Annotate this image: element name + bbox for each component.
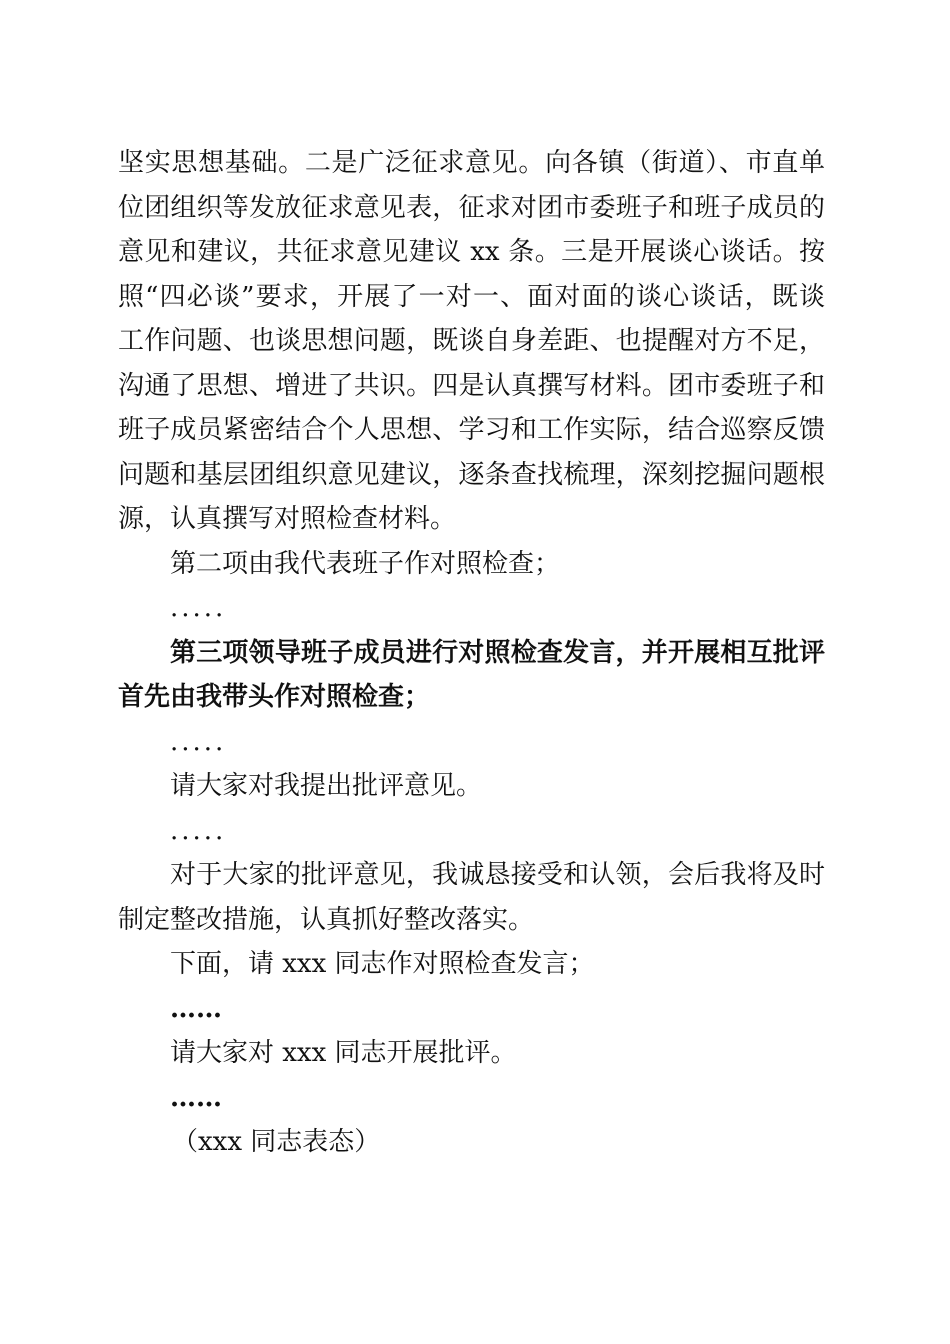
text-line: 工作问题、也谈思想问题，既谈自身差距、也提醒对方不足， xyxy=(118,326,825,356)
dots-separator: ..... xyxy=(170,726,227,757)
dots-separator: ..... xyxy=(170,815,227,846)
dots-separator: ..... xyxy=(170,593,227,623)
item-two: 第二项由我代表班子作对照检查； xyxy=(170,548,561,579)
text-line: 意见和建议，共征求意见建议 xx 条。三是开展谈心谈话。按 xyxy=(118,237,825,267)
text-line: 照“四必谈”要求，开展了一对一、面对面的谈心谈话，既谈 xyxy=(118,281,825,312)
text-line: 沟通了思想、增进了共识。四是认真撰写材料。团市委班子和 xyxy=(118,370,825,401)
colleague-statement: （xxx 同志表态） xyxy=(172,1127,381,1157)
ellipsis: …… xyxy=(170,1082,222,1113)
ellipsis: …… xyxy=(170,993,222,1024)
text-line: 位团组织等发放征求意见表，征求对团市委班子和班子成员的 xyxy=(118,192,825,223)
text-line: 班子成员紧密结合个人思想、学习和工作实际，结合巡察反馈 xyxy=(118,415,825,445)
text-line: 源，认真撰写对照检查材料。 xyxy=(118,504,457,534)
next-speaker: 下面，请 xxx 同志作对照检查发言； xyxy=(170,949,595,979)
text-line: 问题和基层团组织意见建议，逐条查找梳理，深刻挖掘问题根 xyxy=(118,459,825,490)
request-criticism: 请大家对我提出批评意见。 xyxy=(170,771,483,801)
accept-criticism: 对于大家的批评意见，我诚恳接受和认领，会后我将及时 xyxy=(170,860,825,890)
accept-criticism-continued: 制定整改措施，认真抓好整改落实。 xyxy=(118,904,535,935)
paragraph-summary xyxy=(118,141,825,542)
item-three-continued: 首先由我带头作对照检查； xyxy=(118,682,431,712)
criticize-colleague: 请大家对 xxx 同志开展批评。 xyxy=(170,1038,517,1068)
item-three-heading: 第三项领导班子成员进行对照检查发言，并开展相互批评 xyxy=(170,637,825,668)
text-line: 坚实思想基础。二是广泛征求意见。向各镇（街道）、市直单 xyxy=(118,148,825,178)
